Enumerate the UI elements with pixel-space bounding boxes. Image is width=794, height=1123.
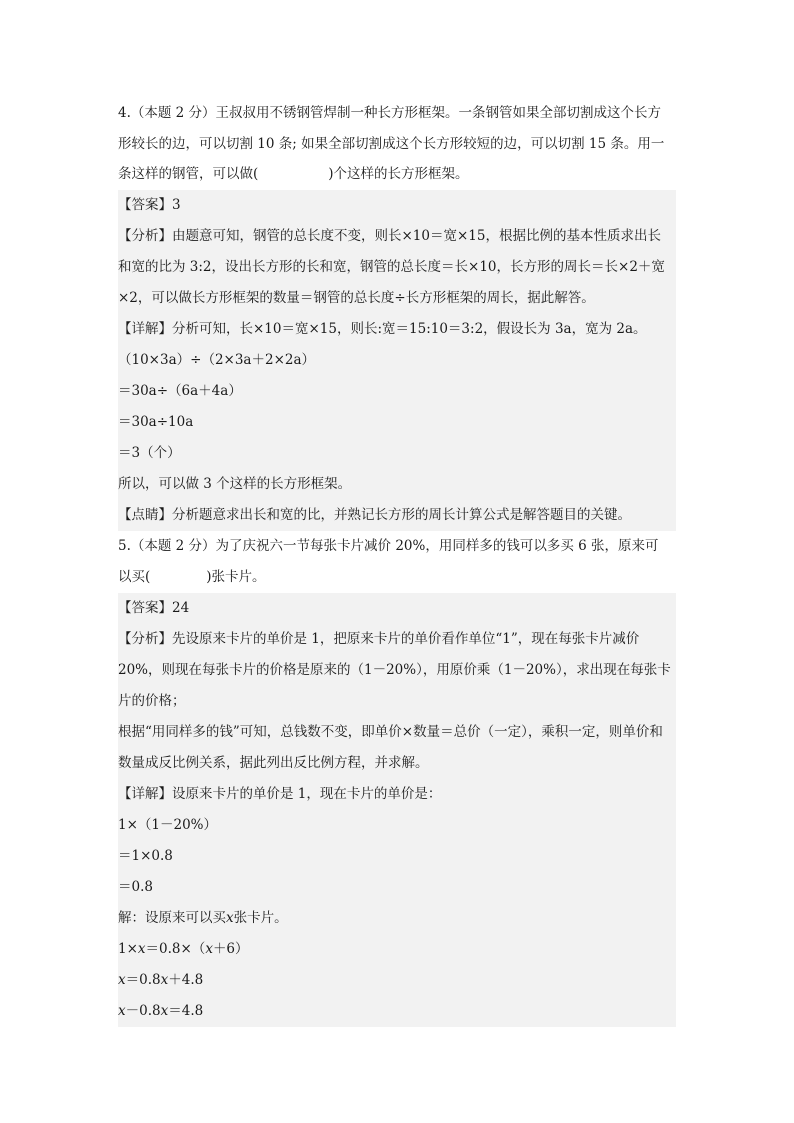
q4-detail-line-1: 【详解】分析可知，长×10＝宽×15，则长:宽＝15:10＝3:2，假设长为 3a，宽为 2a。 xyxy=(118,314,676,345)
q4-analysis-line-1: 【分析】由题意可知，钢管的总长度不变，则长×10＝宽×15，根据比例的基本性质求出长 xyxy=(118,221,676,252)
q4-calc-line-4: ＝3（个） xyxy=(118,438,676,469)
q4-stem-line-2: 形较长的边，可以切割 10 条; 如果全部切割成这个长方形较短的边，可以切割 15 条。用一 xyxy=(118,136,665,152)
q5-analysis-line-3: 片的价格； xyxy=(118,686,676,717)
q5-stem-text-b: )张卡片。 xyxy=(206,569,266,585)
q5-stem-text-a: 以买( xyxy=(118,569,151,585)
eq2-part-b: ＝0.8 xyxy=(125,972,161,988)
eq1-part-c: ＋6） xyxy=(212,941,249,957)
q5-stem-line-2 xyxy=(118,562,676,593)
q4-stem-line-3 xyxy=(118,159,676,190)
q5-equation-line-2 xyxy=(118,965,676,996)
eq2-part-c: ＋4.8 xyxy=(168,972,204,988)
q5-equation-line-1 xyxy=(118,934,676,965)
q4-stem-line-1: 4.（本题 2 分）王叔叔用不锈钢管焊制一种长方形框架。一条钢管如果全部切割成这个长方 xyxy=(118,105,662,121)
q5-detail-line-1: 【详解】设原来卡片的单价是 1，现在卡片的单价是： xyxy=(118,779,676,810)
q4-calc-line-3: ＝30a÷10a xyxy=(118,407,676,438)
variable-x: x xyxy=(160,1003,169,1019)
variable-x: x xyxy=(205,941,213,957)
q4-answer: 【答案】3 xyxy=(118,190,676,221)
q4-comment: 【点睛】分析题意求出长和宽的比，并熟记长方形的周长计算公式是解答题目的关键。 xyxy=(118,500,676,531)
q5-answer: 【答案】24 xyxy=(118,593,676,624)
eq3-part-c: ＝4.8 xyxy=(168,1003,204,1019)
q5-analysis-line-5: 数量成反比例关系，据此列出反比例方程，并求解。 xyxy=(118,748,676,779)
variable-x: x xyxy=(118,1003,126,1019)
q5-solve-intro-b: 张卡片。 xyxy=(233,910,288,926)
q4-analysis-line-2: 和宽的比为 3:2，设出长方形的长和宽，钢管的总长度＝长×10，长方形的周长＝长×2＋宽 xyxy=(118,252,676,283)
q5-equation-line-3 xyxy=(118,996,676,1027)
variable-x: x xyxy=(137,941,146,957)
q5-calc-line-3: ＝0.8 xyxy=(118,872,676,903)
eq1-part-a: 1× xyxy=(118,941,138,957)
q4-analysis-line-3: ×2，可以做长方形框架的数量＝钢管的总长度÷长方形框架的周长，据此解答。 xyxy=(118,283,676,314)
q5-stem-line-1: 5.（本题 2 分）为了庆祝六一节每张卡片减价 20%，用同样多的钱可以多买 6 张，原来可 xyxy=(118,538,659,554)
q5-calc-line-1: 1×（1－20%） xyxy=(118,810,676,841)
q5-solve-intro xyxy=(118,903,676,934)
variable-x: x xyxy=(118,972,126,988)
eq1-part-b: ＝0.8×（ xyxy=(145,941,206,957)
q4-stem-text-a: 条这样的钢管，可以做( xyxy=(118,166,259,182)
q4-calc-line-1: （10×3a）÷（2×3a＋2×2a） xyxy=(118,345,676,376)
q4-conclusion: 所以，可以做 3 个这样的长方形框架。 xyxy=(118,469,676,500)
variable-x: x xyxy=(226,910,234,926)
q4-stem-text-b: )个这样的长方形框架。 xyxy=(328,166,469,182)
q5-calc-line-2: ＝1×0.8 xyxy=(118,841,676,872)
q5-solve-intro-a: 解：设原来可以买 xyxy=(118,910,226,926)
q5-analysis-line-1: 【分析】先设原来卡片的单价是 1，把原来卡片的单价看作单位“1”，现在每张卡片减价 xyxy=(118,624,676,655)
q5-analysis-line-2: 20%，则现在每张卡片的价格是原来的（1－20%），用原价乘（1－20%），求出现在每张卡 xyxy=(118,655,676,686)
q5-analysis-line-4: 根据“用同样多的钱”可知，总钱数不变，即单价×数量＝总价（一定），乘积一定，则单价和 xyxy=(118,717,676,748)
eq3-part-b: －0.8 xyxy=(125,1003,161,1019)
variable-x: x xyxy=(160,972,169,988)
q4-calc-line-2: ＝30a÷（6a＋4a） xyxy=(118,376,676,407)
